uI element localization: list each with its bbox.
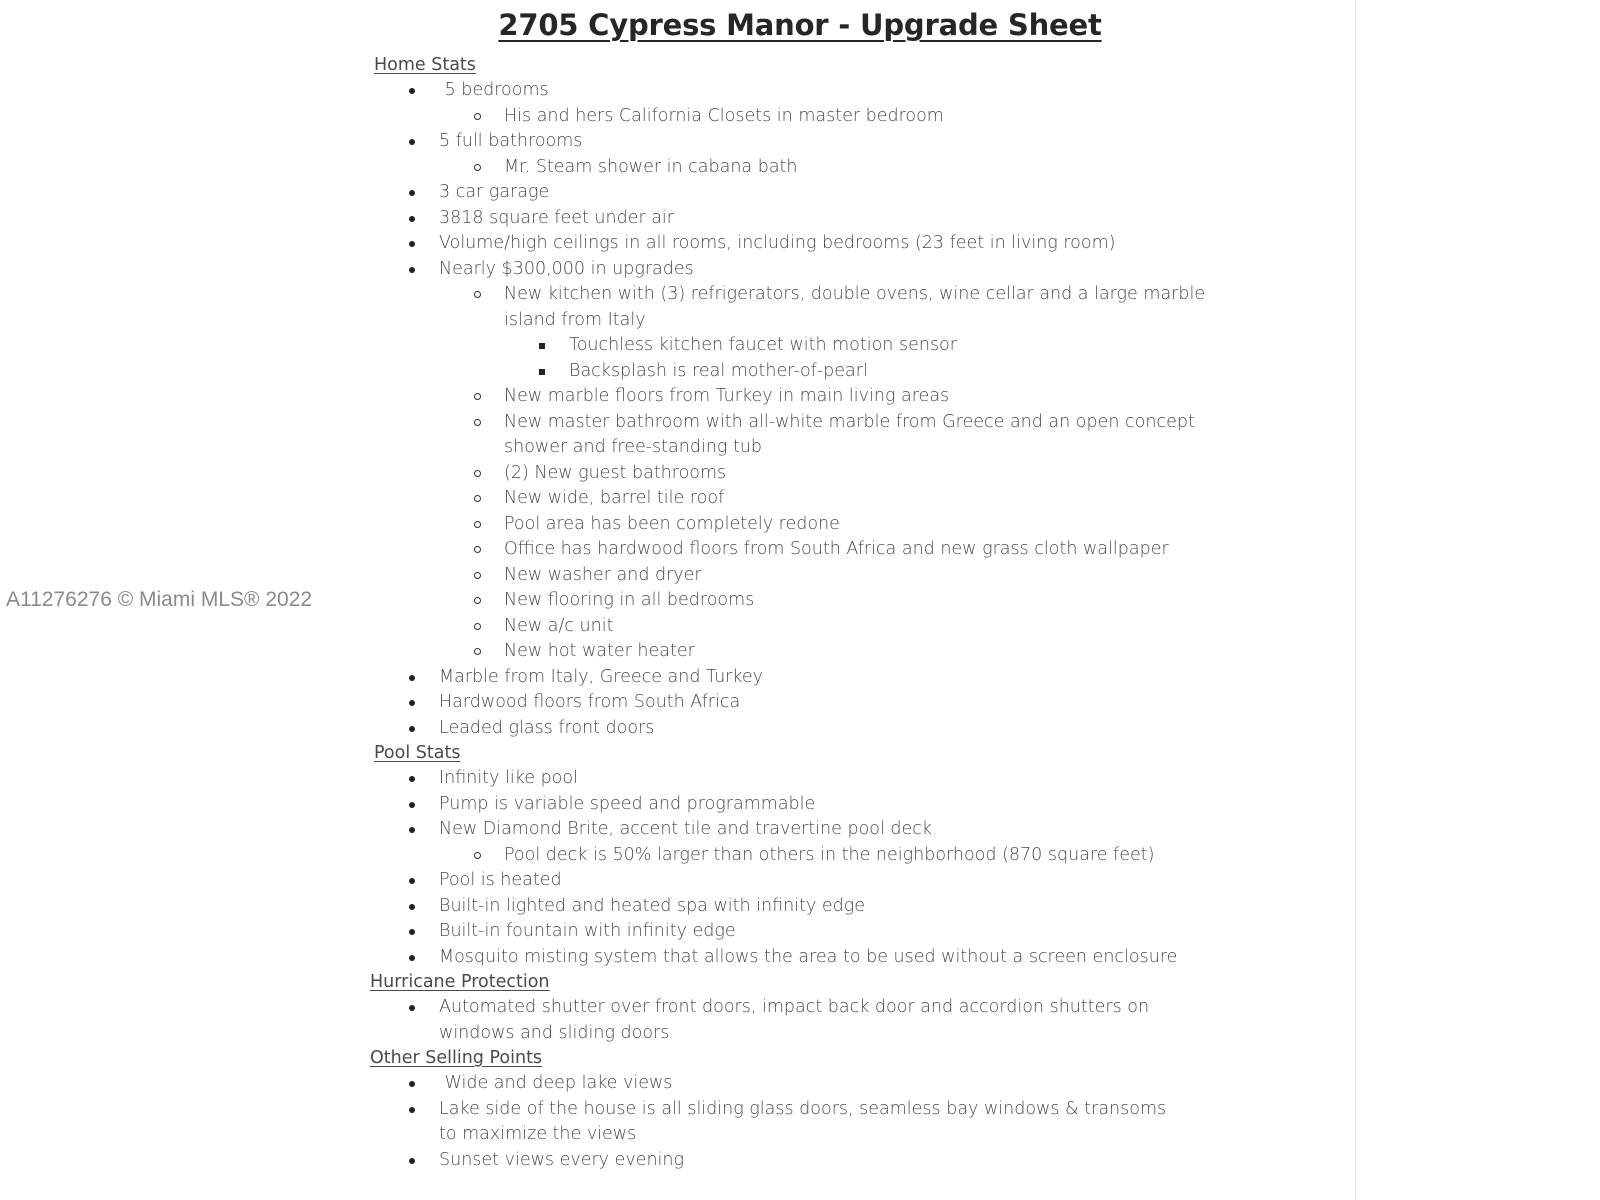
list-item-text: Backsplash is real mother-of-pearl bbox=[569, 360, 868, 381]
list-item-guest-baths bbox=[439, 461, 1274, 487]
document-title: 2705 Cypress Manor - Upgrade Sheet bbox=[498, 8, 1102, 42]
list-item-master-bath bbox=[439, 410, 1274, 461]
pool-stats-heading: Pool Stats bbox=[374, 743, 461, 763]
list-item-text: Built-in fountain with infinity edge bbox=[439, 921, 736, 941]
home-stats-list bbox=[374, 78, 1274, 741]
list-item-text: Automated shutter over front doors, impact back door and accordion shutters on windows and sliding doors bbox=[439, 997, 1150, 1043]
list-item-deck bbox=[439, 843, 1274, 869]
list-item-lake bbox=[374, 1071, 1274, 1097]
list-item-text: New marble floors from Turkey in main living areas bbox=[504, 386, 950, 406]
list-item-ceilings bbox=[374, 231, 1274, 257]
list-item-heated bbox=[374, 868, 1274, 894]
list-item-text: Mr. Steam shower in cabana bath bbox=[504, 156, 798, 177]
list-item-text: 3 car garage bbox=[439, 182, 550, 202]
list-item-pump bbox=[374, 792, 1274, 818]
list-item-text: New kitchen with (3) refrigerators, double ovens, wine cellar and a large marble island from Italy bbox=[504, 284, 1206, 330]
list-item-bedrooms bbox=[374, 78, 1274, 129]
other-selling-points-heading: Other Selling Points bbox=[370, 1048, 543, 1068]
list-item-text: 5 full bathrooms bbox=[439, 131, 583, 151]
hurricane-heading: Hurricane Protection bbox=[370, 972, 550, 992]
list-item-text: New washer and dryer bbox=[504, 564, 702, 585]
bedrooms-sublist bbox=[439, 104, 1274, 130]
pool-stats-list bbox=[374, 766, 1274, 970]
list-item-pool-area bbox=[439, 512, 1274, 538]
list-item-text: Built-in lighted and heated spa with infinity edge bbox=[439, 895, 866, 916]
list-item-text: Pump is variable speed and programmable bbox=[439, 793, 816, 814]
home-stats-section bbox=[374, 53, 1274, 741]
list-item-text: New a/c unit bbox=[504, 615, 614, 636]
home-stats-heading: Home Stats bbox=[374, 55, 476, 75]
bathrooms-sublist bbox=[439, 155, 1274, 181]
list-item-text: New wide, barrel tile roof bbox=[504, 488, 725, 508]
list-item-roof bbox=[439, 486, 1274, 512]
list-item-bathrooms bbox=[374, 129, 1274, 180]
list-item-text: Pool deck is 50% larger than others in the neighborhood (870 square feet) bbox=[504, 844, 1155, 865]
list-item-marble-origin bbox=[374, 665, 1274, 691]
list-item-text: Lake side of the house is all sliding glass doors, seamless bay windows & transoms to maximize the views bbox=[439, 1098, 1167, 1144]
list-item-mosquito bbox=[374, 945, 1274, 971]
upgrades-sublist bbox=[439, 282, 1274, 665]
list-item-fountain bbox=[374, 919, 1274, 945]
list-item-text: New flooring in all bedrooms bbox=[504, 590, 755, 610]
kitchen-sublist bbox=[504, 333, 1274, 384]
list-item-text: New master bathroom with all-white marble from Greece and an open concept shower and free-standing tub bbox=[504, 411, 1195, 457]
list-item-sqft bbox=[374, 206, 1274, 232]
list-item-backsplash bbox=[504, 359, 1274, 385]
list-item-steam bbox=[439, 155, 1274, 181]
list-item-shutters bbox=[374, 995, 1274, 1046]
list-item-spa bbox=[374, 894, 1274, 920]
list-item-text: New hot water heater bbox=[504, 641, 695, 661]
hurricane-section bbox=[370, 970, 1274, 1046]
list-item-kitchen bbox=[439, 282, 1274, 384]
list-item-hardwood bbox=[374, 690, 1274, 716]
list-item-text: Infinity like pool bbox=[439, 768, 578, 788]
list-item-office bbox=[439, 537, 1274, 563]
list-item-marble-floors bbox=[439, 384, 1274, 410]
list-item-upgrades bbox=[374, 257, 1274, 665]
list-item-text: Leaded glass front doors bbox=[439, 717, 655, 738]
list-item-text: Wide and deep lake views bbox=[439, 1073, 673, 1093]
pool-stats-section bbox=[374, 741, 1274, 970]
hurricane-list bbox=[374, 995, 1274, 1046]
list-item-washer bbox=[439, 563, 1274, 589]
list-item-text: Nearly $300,000 in upgrades bbox=[439, 258, 694, 279]
list-item-text: Pool is heated bbox=[439, 870, 562, 890]
other-selling-points-list bbox=[374, 1071, 1274, 1173]
list-item-faucet bbox=[504, 333, 1274, 359]
list-item-garage bbox=[374, 180, 1274, 206]
diamond-sublist bbox=[439, 843, 1274, 869]
list-item-ac bbox=[439, 614, 1274, 640]
list-item-closets bbox=[439, 104, 1274, 130]
list-item-text: Touchless kitchen faucet with motion sensor bbox=[569, 335, 957, 355]
list-item-text: Marble from Italy, Greece and Turkey bbox=[439, 666, 763, 687]
list-item-text: Office has hardwood floors from South Africa and new grass cloth wallpaper bbox=[504, 539, 1169, 559]
list-item-sunset bbox=[374, 1148, 1274, 1174]
list-item-flooring bbox=[439, 588, 1274, 614]
list-item-infinity bbox=[374, 766, 1274, 792]
list-item-text: Pool area has been completely redone bbox=[504, 513, 840, 534]
other-selling-points-section bbox=[370, 1046, 1274, 1173]
list-item-text: 3818 square feet under air bbox=[439, 207, 674, 228]
list-item-glass bbox=[374, 1097, 1274, 1148]
list-item-text: (2) New guest bathrooms bbox=[504, 462, 727, 483]
list-item-doors bbox=[374, 716, 1274, 742]
list-item-text: Volume/high ceilings in all rooms, including bedrooms (23 feet in living room) bbox=[439, 233, 1116, 253]
mls-watermark: A11276276 © Miami MLS® 2022 bbox=[6, 588, 313, 611]
list-item-text: Mosquito misting system that allows the area to be used without a screen enclosure bbox=[439, 946, 1178, 967]
page-edge-divider bbox=[1355, 0, 1356, 1200]
list-item-text: 5 bedrooms bbox=[439, 80, 549, 100]
list-item-diamond bbox=[374, 817, 1274, 868]
list-item-text: Sunset views every evening bbox=[439, 1149, 685, 1170]
list-item-text: His and hers California Closets in master bedroom bbox=[504, 105, 944, 126]
list-item-text: New Diamond Brite, accent tile and travertine pool deck bbox=[439, 819, 933, 839]
list-item-text: Hardwood floors from South Africa bbox=[439, 692, 741, 712]
list-item-water-heater bbox=[439, 639, 1274, 665]
upgrade-sheet-body bbox=[370, 53, 1274, 1173]
